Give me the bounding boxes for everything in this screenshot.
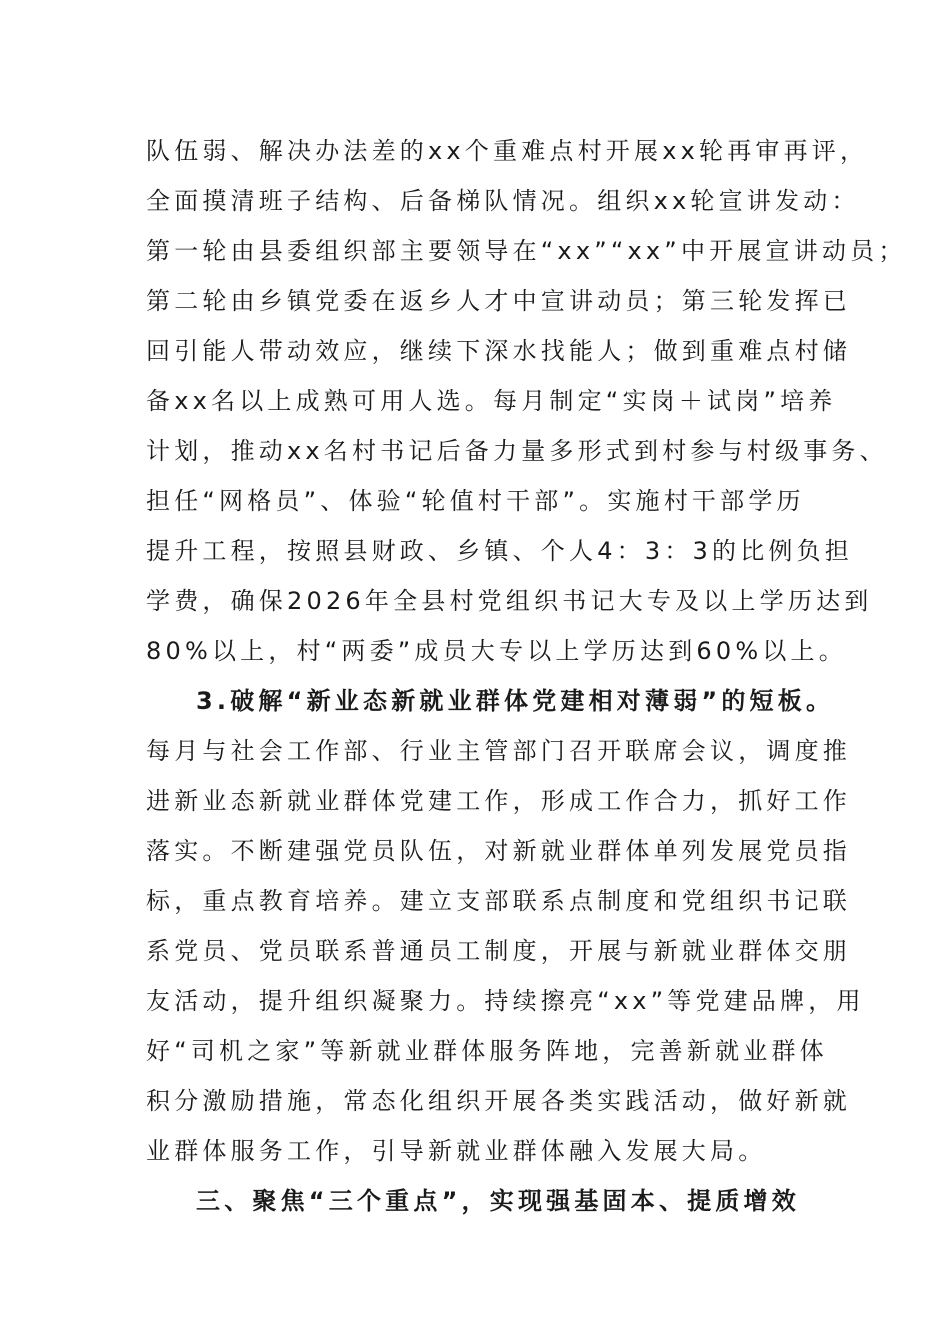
text-line: 全面摸清班子结构、后备梯队情况。组织xx轮宣讲发动： bbox=[146, 187, 860, 215]
text-line: 提升工程，按照县财政、乡镇、个人4：3：3的比例负担 bbox=[146, 537, 854, 565]
text-line: 每月与社会工作部、行业主管部门召开联席会议，调度推 bbox=[146, 737, 851, 765]
text-line: 业群体服务工作，引导新就业群体融入发展大局。 bbox=[146, 1137, 767, 1165]
text-line: 第一轮由县委组织部主要领导在“xx”“xx”中开展宣讲动员； bbox=[146, 237, 907, 265]
text-line: 第二轮由乡镇党委在返乡人才中宣讲动员；第三轮发挥已 bbox=[146, 287, 851, 315]
text-line: 80%以上，村“两委”成员大专以上学历达到60%以上。 bbox=[146, 637, 847, 665]
section-heading: 三、聚焦“三个重点”，实现强基固本、提质增效 bbox=[196, 1187, 800, 1215]
text-line: 系党员、党员联系普通员工制度，开展与新就业群体交朋 bbox=[146, 937, 851, 965]
text-line: 积分激励措施，常态化组织开展各类实践活动，做好新就 bbox=[146, 1087, 851, 1115]
text-line: 落实。不断建强党员队伍，对新就业群体单列发展党员指 bbox=[146, 837, 851, 865]
text-line: 友活动，提升组织凝聚力。持续擦亮“xx”等党建品牌，用 bbox=[146, 987, 865, 1015]
text-line: 学费，确保2026年全县村党组织书记大专及以上学历达到 bbox=[146, 587, 873, 615]
text-line: 回引能人带动效应，继续下深水找能人；做到重难点村储 bbox=[146, 337, 851, 365]
text-line: 计划，推动xx名村书记后备力量多形式到村参与村级事务、 bbox=[146, 437, 888, 465]
text-line: 好“司机之家”等新就业群体服务阵地，完善新就业群体 bbox=[146, 1037, 828, 1065]
text-line: 担任“网格员”、体验“轮值村干部”。实施村干部学历 bbox=[146, 487, 805, 515]
text-line: 标，重点教育培养。建立支部联系点制度和党组织书记联 bbox=[146, 887, 851, 915]
text-line: 进新业态新就业群体党建工作，形成工作合力，抓好工作 bbox=[146, 787, 851, 815]
text-line: 队伍弱、解决办法差的xx个重难点村开展xx轮再审再评， bbox=[146, 137, 869, 165]
subheading-3: 3.破解“新业态新就业群体党建相对薄弱”的短板。 bbox=[196, 687, 835, 715]
text-line: 备xx名以上成熟可用人选。每月制定“实岗＋试岗”培养 bbox=[146, 387, 837, 415]
